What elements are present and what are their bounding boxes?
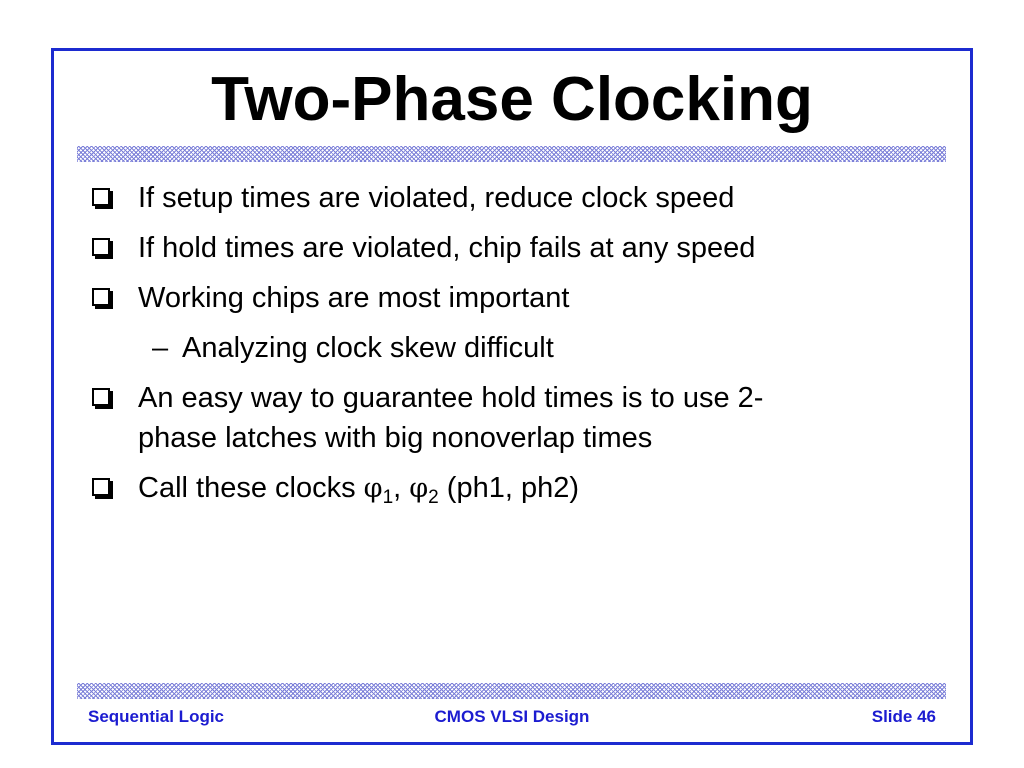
bullet-item <box>88 228 908 268</box>
checkbox-bullet-icon <box>92 288 110 306</box>
phi-symbol: φ <box>409 473 429 504</box>
checkbox-bullet-icon <box>92 238 110 256</box>
bullet-text-suffix: (ph1, ph2) <box>438 472 580 504</box>
bullet-list <box>88 178 908 528</box>
bullet-text: If hold times are violated, chip fails at any speed <box>138 232 756 264</box>
sub-bullet-item <box>88 328 908 368</box>
bullet-item <box>88 378 908 458</box>
separator-text: , <box>393 472 410 504</box>
footer-center-text: CMOS VLSI Design <box>434 707 590 726</box>
bullet-text-line-2: phase latches with big nonoverlap times <box>138 422 653 454</box>
title-divider <box>77 146 946 162</box>
checkbox-bullet-icon <box>92 478 110 496</box>
checkbox-bullet-icon <box>92 388 110 406</box>
phi-symbol: φ <box>363 473 383 504</box>
bullet-item <box>88 278 908 318</box>
bullet-text-prefix: Call these clocks <box>138 472 364 504</box>
bullet-text: Working chips are most important <box>138 282 570 314</box>
footer-divider <box>77 683 946 699</box>
bullet-text: If setup times are violated, reduce clock speed <box>138 182 735 214</box>
dash-bullet-icon: – <box>152 332 169 364</box>
bullet-item <box>88 468 908 518</box>
footer-left-text: Sequential Logic <box>88 707 225 726</box>
checkbox-bullet-icon <box>92 188 110 206</box>
subscript: 1 <box>382 487 394 508</box>
bullet-text-line-1: An easy way to guarantee hold times is to use 2- <box>138 382 764 414</box>
bullet-item <box>88 178 908 218</box>
subscript: 2 <box>428 487 439 508</box>
footer-slide-number: Slide 46 <box>871 707 936 726</box>
slide-title: Two-Phase Clocking <box>211 65 813 134</box>
sub-bullet-text: Analyzing clock skew difficult <box>182 332 554 364</box>
